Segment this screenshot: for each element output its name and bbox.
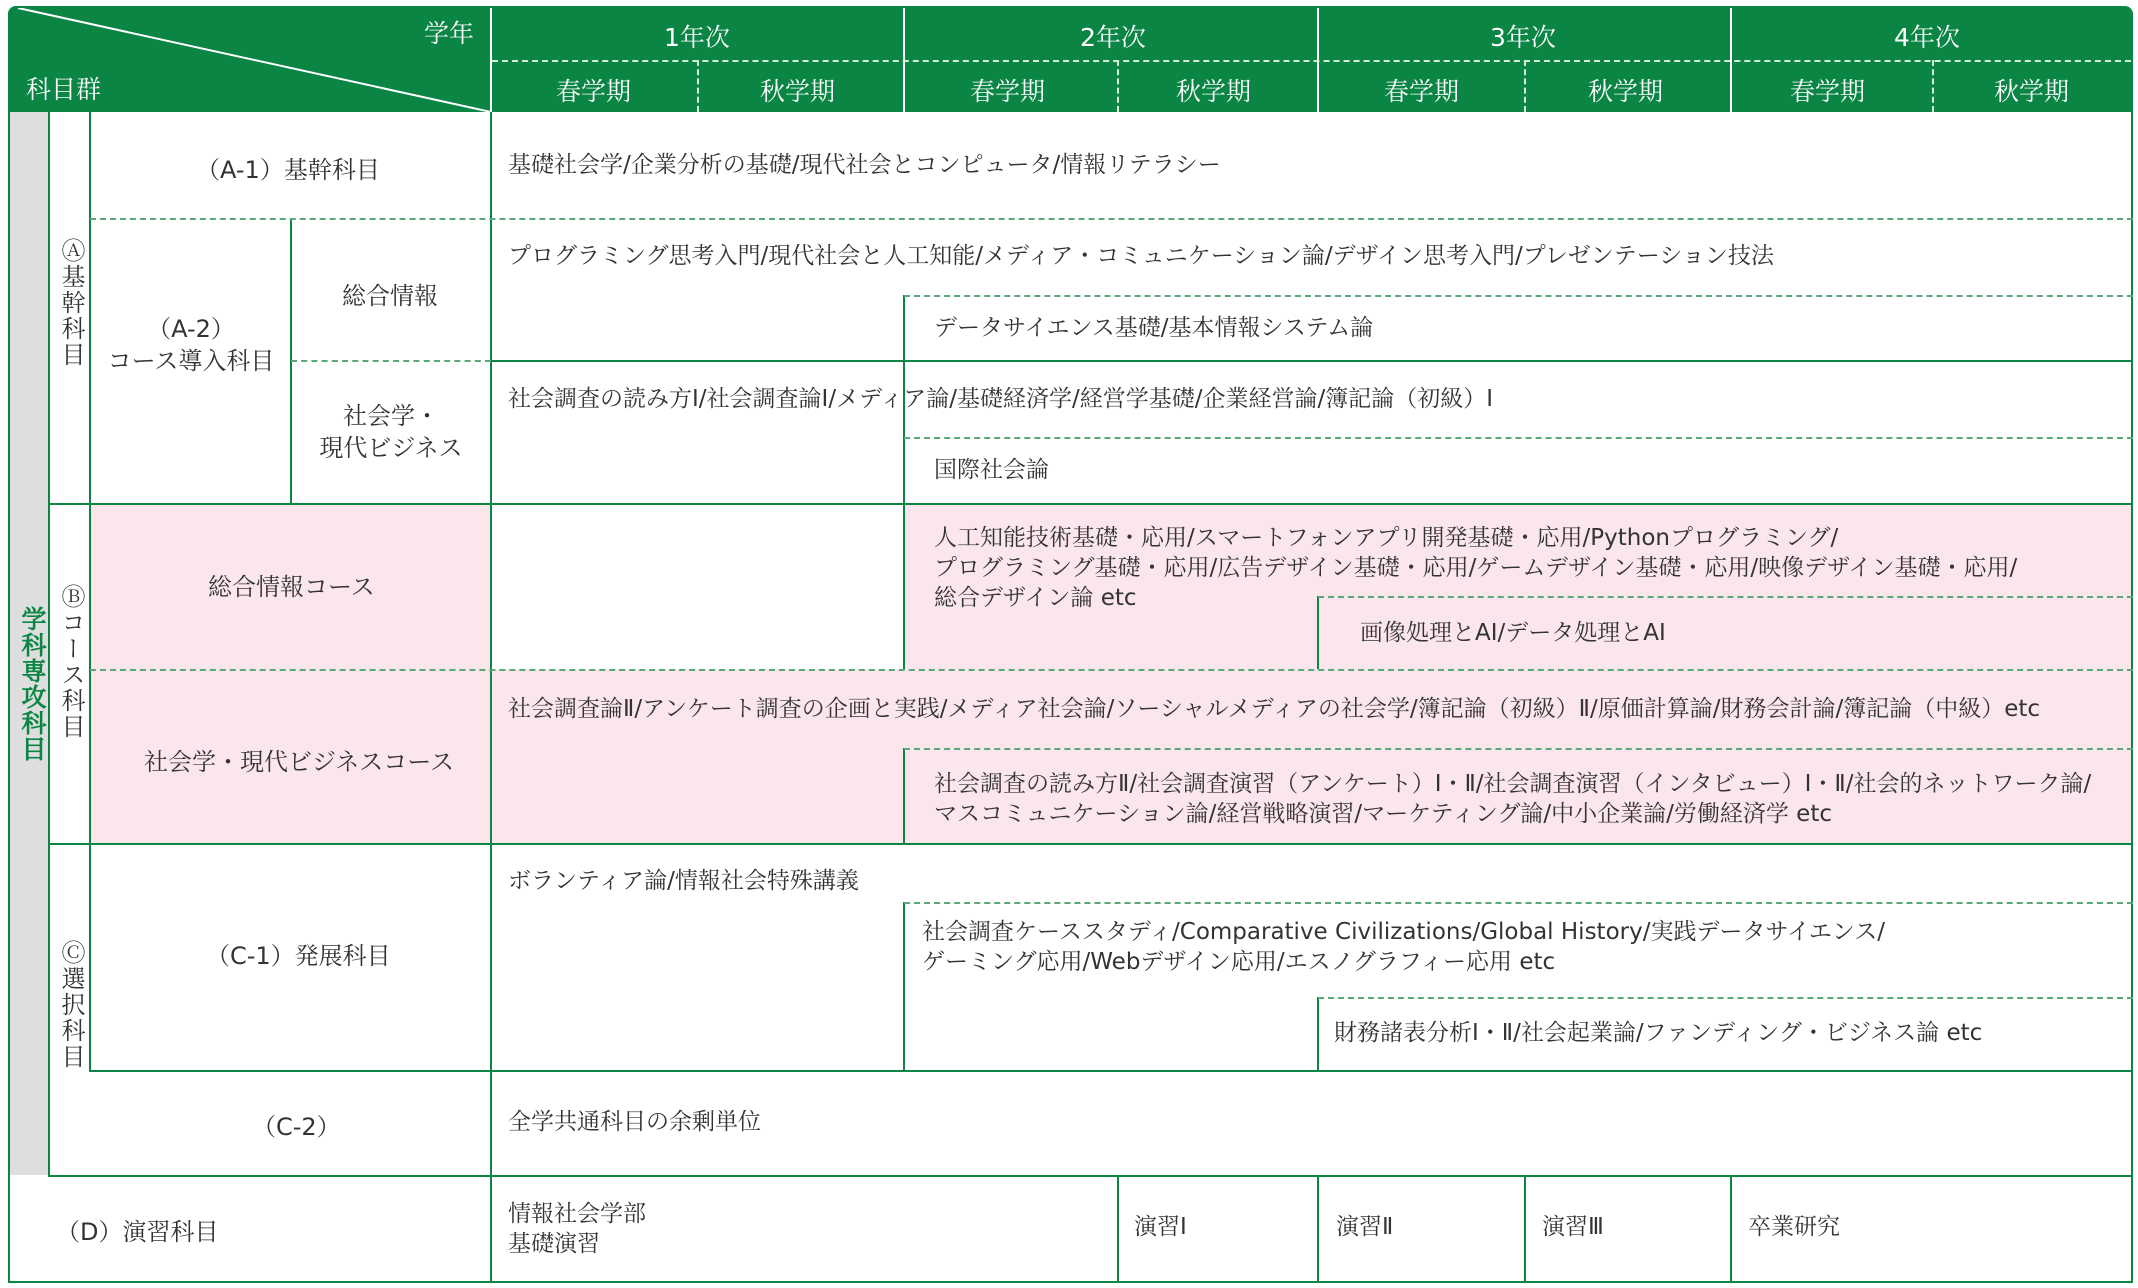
- grid-line: [89, 112, 91, 1072]
- grid-line: [48, 503, 2133, 505]
- y1-autumn-label: 秋学期: [760, 77, 836, 106]
- b-sogo-courses-1: 人工知能技術基礎・応用/スマートフォンアプリ開発基礎・応用/Pythonプログラミング/ プログラミング基礎・応用/広告デザイン基礎・応用/ゲームデザイン基礎・応用/映像デザイン基礎・応用/ 総合デザイン論 etc: [934, 525, 2018, 611]
- y1-spring-label: 春学期: [556, 77, 632, 106]
- grid-dashed: [291, 360, 491, 362]
- d-y3-spring: 演習Ⅱ: [1336, 1214, 1394, 1240]
- y2-spring-label: 春学期: [970, 77, 1046, 106]
- a2-sogo-courses-1: プログラミング思考入門/現代社会と人工知能/メディア・コミュニケーション論/デザイン思考入門/プレゼンテーション技法: [508, 243, 1774, 269]
- c1-label: （C-1）発展科目: [206, 942, 391, 970]
- a2-sogo-label: 総合情報: [342, 282, 438, 310]
- year-4-label: 4年次: [1894, 23, 1960, 52]
- c1-courses-1: ボランティア論/情報社会特殊講義: [508, 868, 859, 894]
- grid-line: [1524, 1175, 1526, 1283]
- d-y2-autumn: 演習Ⅰ: [1134, 1214, 1187, 1240]
- b-sogo-courses-2: 画像処理とAI/データ処理とAI: [1360, 620, 1666, 646]
- year-axis-label: 学年: [424, 19, 475, 48]
- grid-dashed: [904, 437, 2133, 439]
- y4-autumn-label: 秋学期: [1994, 77, 2070, 106]
- grid-line: [1317, 997, 1319, 1070]
- grid-dashed: [90, 669, 2133, 671]
- a2-sogo-courses-2: データサイエンス基礎/基本情報システム論: [934, 315, 1374, 341]
- group-axis-label: 科目群: [26, 75, 102, 104]
- year-3-label: 3年次: [1490, 23, 1556, 52]
- d-y4: 卒業研究: [1748, 1214, 1840, 1240]
- d-label: （D）演習科目: [56, 1218, 219, 1246]
- a2-shakai-courses-2: 国際社会論: [934, 457, 1049, 483]
- grid-line: [1730, 1175, 1732, 1283]
- grid-dashed: [904, 295, 2133, 297]
- a1-courses: 基礎社会学/企業分析の基礎/現代社会とコンピュータ/情報リテラシー: [508, 152, 1221, 178]
- c1-courses-3: 財務諸表分析Ⅰ・Ⅱ/社会起業論/ファンディング・ビジネス論 etc: [1334, 1020, 1983, 1046]
- table-border: [8, 6, 2133, 1283]
- grid-line: [1317, 1175, 1319, 1283]
- y4-spring-label: 春学期: [1790, 77, 1866, 106]
- grid-dashed: [90, 218, 2133, 220]
- grid-line: [89, 1070, 2133, 1072]
- grid-line: [1117, 1175, 1119, 1283]
- year-1-label: 1年次: [664, 23, 730, 52]
- c2-label: （C-2）: [252, 1113, 341, 1141]
- grid-line: [903, 748, 905, 843]
- group-a-label: Ⓐ基幹科目: [57, 238, 85, 368]
- y2-autumn-label: 秋学期: [1176, 77, 1252, 106]
- grid-line: [903, 902, 905, 1070]
- grid-line: [903, 503, 905, 669]
- a2-shakai-label: 社会学・ 現代ビジネス: [319, 402, 463, 462]
- grid-line: [48, 843, 2133, 845]
- a1-label: （A-1）基幹科目: [196, 156, 380, 184]
- c1-courses-2: 社会調査ケーススタディ/Comparative Civilizations/Global History/実践データサイエンス/ ゲーミング応用/Webデザイン応用/エスノグラフィー応用 etc: [922, 919, 1885, 975]
- grid-line: [492, 360, 2133, 362]
- b-sogo-label: 総合情報コース: [208, 573, 375, 601]
- group-b-label: Ⓑコース科目: [57, 584, 85, 740]
- b-shakai-courses-2: 社会調査の読み方Ⅱ/社会調査演習（アンケート）Ⅰ・Ⅱ/社会調査演習（インタビュー）Ⅰ・Ⅱ/社会的ネットワーク論/ マスコミュニケーション論/経営戦略演習/マーケティング論/中小企業論/労働経済学 etc: [934, 771, 2092, 827]
- y3-spring-label: 春学期: [1384, 77, 1460, 106]
- a2-label: （A-2） コース導入科目: [107, 315, 275, 375]
- b-shakai-courses-1: 社会調査論Ⅱ/アンケート調査の企画と実践/メディア社会論/ソーシャルメディアの社会学/簿記論（初級）Ⅱ/原価計算論/財務会計論/簿記論（中級）etc: [508, 696, 2041, 722]
- b-shakai-label: 社会学・現代ビジネスコース: [144, 748, 455, 776]
- group-c-label: Ⓒ選択科目: [57, 940, 85, 1070]
- c2-courses: 全学共通科目の余剰単位: [508, 1109, 761, 1135]
- grid-dashed: [904, 902, 2133, 904]
- grid-dashed: [904, 748, 2133, 750]
- d-y3-autumn: 演習Ⅲ: [1542, 1214, 1604, 1240]
- grid-line: [48, 1175, 2133, 1177]
- major-subjects-label: 学科専攻科目: [18, 606, 47, 762]
- year-2-label: 2年次: [1080, 23, 1146, 52]
- grid-line: [490, 112, 492, 1283]
- d-y1-spring: 情報社会学部 基礎演習: [508, 1201, 646, 1257]
- y3-autumn-label: 秋学期: [1588, 77, 1664, 106]
- grid-dashed: [1318, 997, 2133, 999]
- a2-shakai-courses-1: 社会調査の読み方Ⅰ/社会調査論Ⅰ/メディア論/基礎経済学/経営学基礎/企業経営論/簿記論（初級）Ⅰ: [508, 386, 1494, 412]
